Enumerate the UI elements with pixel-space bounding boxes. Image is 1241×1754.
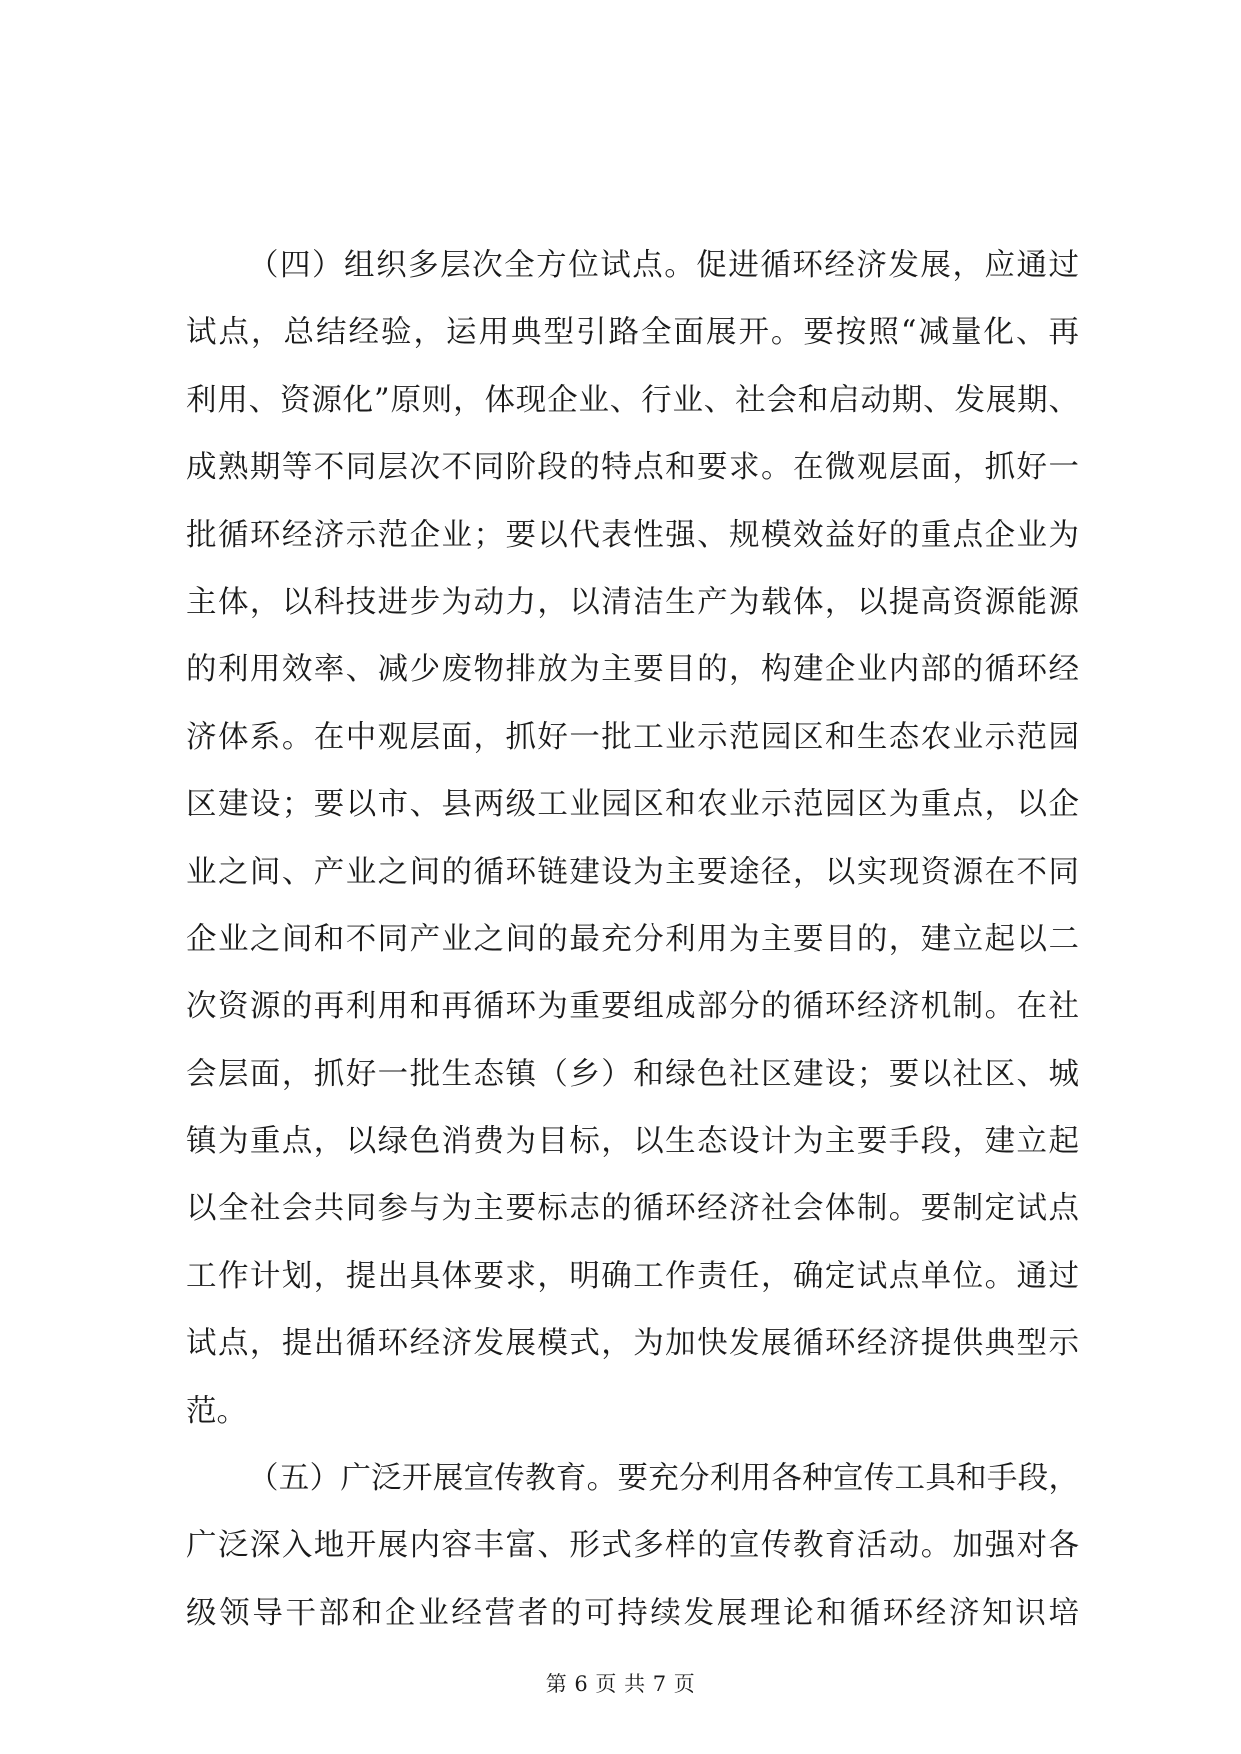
paragraph-4-line-5: 批循环经济示范企业；要以代表性强、规模效益好的重点企业为: [186, 517, 1079, 553]
paragraph-4-line-7: 的利用效率、减少废物排放为主要目的，构建企业内部的循环经: [186, 652, 1079, 688]
paragraph-4-line-17: 试点，提出循环经济发展模式，为加快发展循环经济提供典型示: [186, 1326, 1079, 1362]
paragraph-5-line-3: 级领导干部和企业经营者的可持续发展理论和循环经济知识培: [186, 1595, 1079, 1631]
document-body: [186, 232, 1079, 1647]
page-number-footer: 第 6 页 共 7 页: [545, 1672, 696, 1696]
paragraph-4-line-11: 企业之间和不同产业之间的最充分利用为主要目的，建立起以二: [186, 921, 1079, 957]
paragraph-4-line-12: 次资源的再利用和再循环为重要组成部分的循环经济机制。在社: [186, 989, 1079, 1025]
paragraph-4-line-2: 试点，总结经验，运用典型引路全面展开。要按照“减量化、再: [186, 315, 1079, 351]
paragraph-4-line-10: 业之间、产业之间的循环链建设为主要途径，以实现资源在不同: [186, 854, 1079, 890]
paragraph-4-line-1: （四）组织多层次全方位试点。促进循环经济发展，应通过: [248, 248, 1079, 283]
paragraph-4-line-16: 工作计划，提出具体要求，明确工作责任，确定试点单位。通过: [186, 1258, 1079, 1294]
paragraph-5-line-1: （五）广泛开展宣传教育。要充分利用各种宣传工具和手段，: [248, 1461, 1079, 1497]
paragraph-5-line-2: 广泛深入地开展内容丰富、形式多样的宣传教育活动。加强对各: [186, 1528, 1079, 1564]
paragraph-4-line-15: 以全社会共同参与为主要标志的循环经济社会体制。要制定试点: [186, 1191, 1079, 1227]
paragraph-4-line-14: 镇为重点，以绿色消费为目标，以生态设计为主要手段，建立起: [186, 1124, 1079, 1160]
paragraph-4-line-3: 利用、资源化”原则，体现企业、行业、社会和启动期、发展期、: [186, 382, 1079, 418]
paragraph-4-line-4: 成熟期等不同层次不同阶段的特点和要求。在微观层面，抓好一: [186, 450, 1079, 486]
paragraph-4-line-6: 主体，以科技进步为动力，以清洁生产为载体，以提高资源能源: [186, 584, 1079, 620]
paragraph-4-line-9: 区建设；要以市、县两级工业园区和农业示范园区为重点，以企: [186, 787, 1079, 823]
paragraph-4-line-18: 范。: [186, 1393, 247, 1429]
paragraph-4-line-13: 会层面，抓好一批生态镇（乡）和绿色社区建设；要以社区、城: [186, 1056, 1079, 1092]
paragraph-4-line-8: 济体系。在中观层面，抓好一批工业示范园区和生态农业示范园: [186, 719, 1079, 755]
